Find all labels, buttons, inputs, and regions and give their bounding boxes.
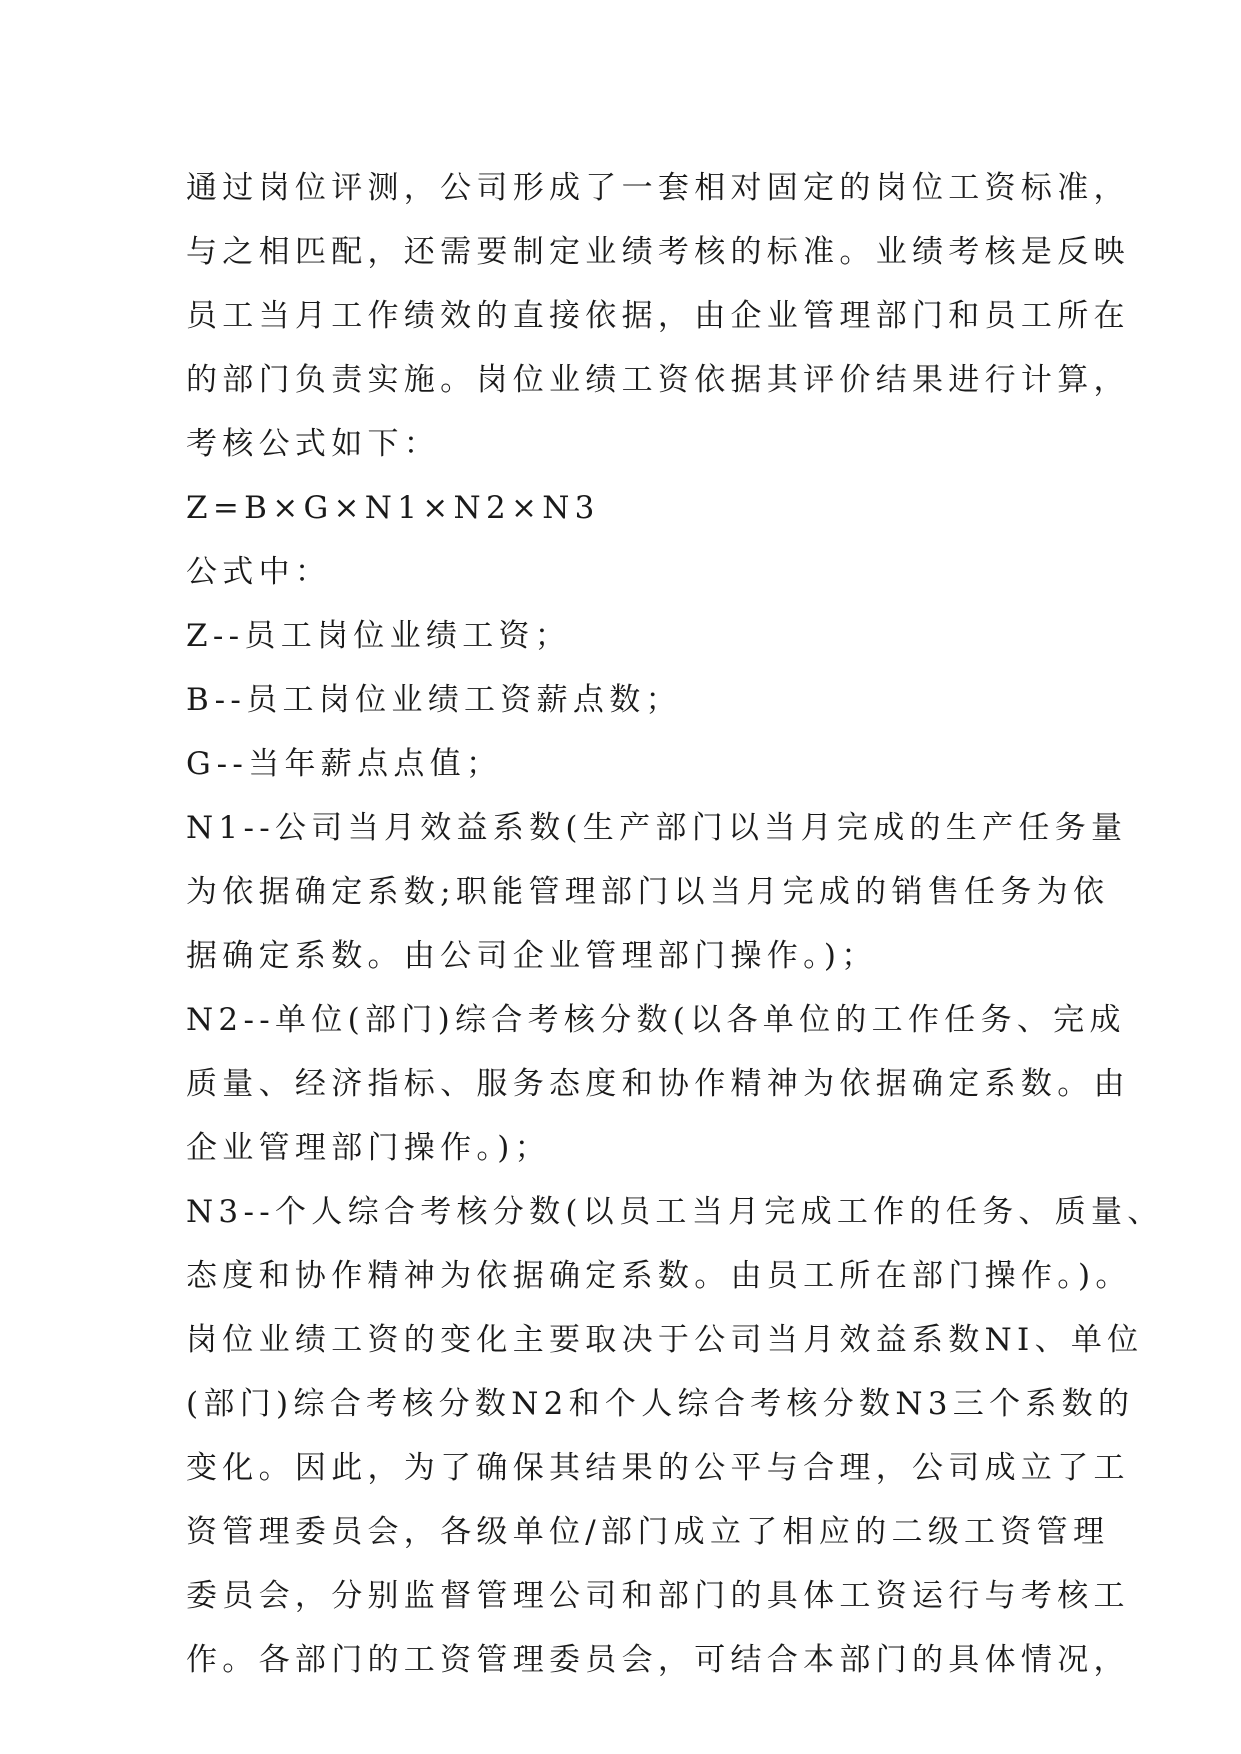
text-line: 委员会，分别监督管理公司和部门的具体工资运行与考核工	[186, 1578, 1130, 1614]
formula-line: Z=B×G×N1×N2×N3	[186, 490, 600, 526]
definition-line: N2--单位(部门)综合考核分数(以各单位的工作任务、完成	[186, 1002, 1126, 1038]
text-line: 岗位业绩工资的变化主要取决于公司当月效益系数NI、单位	[186, 1322, 1144, 1358]
definition-line: N1--公司当月效益系数(生产部门以当月完成的生产任务量	[186, 810, 1128, 846]
text-line: 态度和协作精神为依据确定系数。由员工所在部门操作。)。	[186, 1258, 1132, 1294]
text-line: 通过岗位评测，公司形成了一套相对固定的岗位工资标准，	[186, 170, 1130, 206]
text-line: 资管理委员会，各级单位/部门成立了相应的二级工资管理	[186, 1514, 1110, 1550]
text-line: 质量、经济指标、服务态度和协作精神为依据确定系数。由	[186, 1066, 1130, 1102]
definition-line: G--当年薪点点值；	[186, 746, 503, 782]
text-line: 公式中：	[186, 554, 332, 590]
text-line: 为依据确定系数;职能管理部门以当月完成的销售任务为依	[186, 874, 1110, 910]
text-line: 员工当月工作绩效的直接依据，由企业管理部门和员工所在	[186, 298, 1130, 334]
text-line: 与之相匹配，还需要制定业绩考核的标准。业绩考核是反映	[186, 234, 1130, 270]
body-text	[186, 156, 1164, 1692]
text-line: 企业管理部门操作。)；	[186, 1130, 551, 1166]
text-line: 据确定系数。由公司企业管理部门操作。)；	[186, 938, 878, 974]
text-line: 作。各部门的工资管理委员会，可结合本部门的具体情况，	[186, 1642, 1130, 1678]
definition-line: Z--员工岗位业绩工资；	[186, 618, 572, 654]
text-line: (部门)综合考核分数N2和个人综合考核分数N3三个系数的	[186, 1386, 1135, 1422]
definition-line: B--员工岗位业绩工资薪点数；	[186, 682, 682, 718]
text-line: 的部门负责实施。岗位业绩工资依据其评价结果进行计算，	[186, 362, 1130, 398]
text-line: 变化。因此，为了确保其结果的公平与合理，公司成立了工	[186, 1450, 1130, 1486]
definition-line: N3--个人综合考核分数(以员工当月完成工作的任务、质量、	[186, 1194, 1164, 1230]
text-line: 考核公式如下：	[186, 426, 441, 462]
